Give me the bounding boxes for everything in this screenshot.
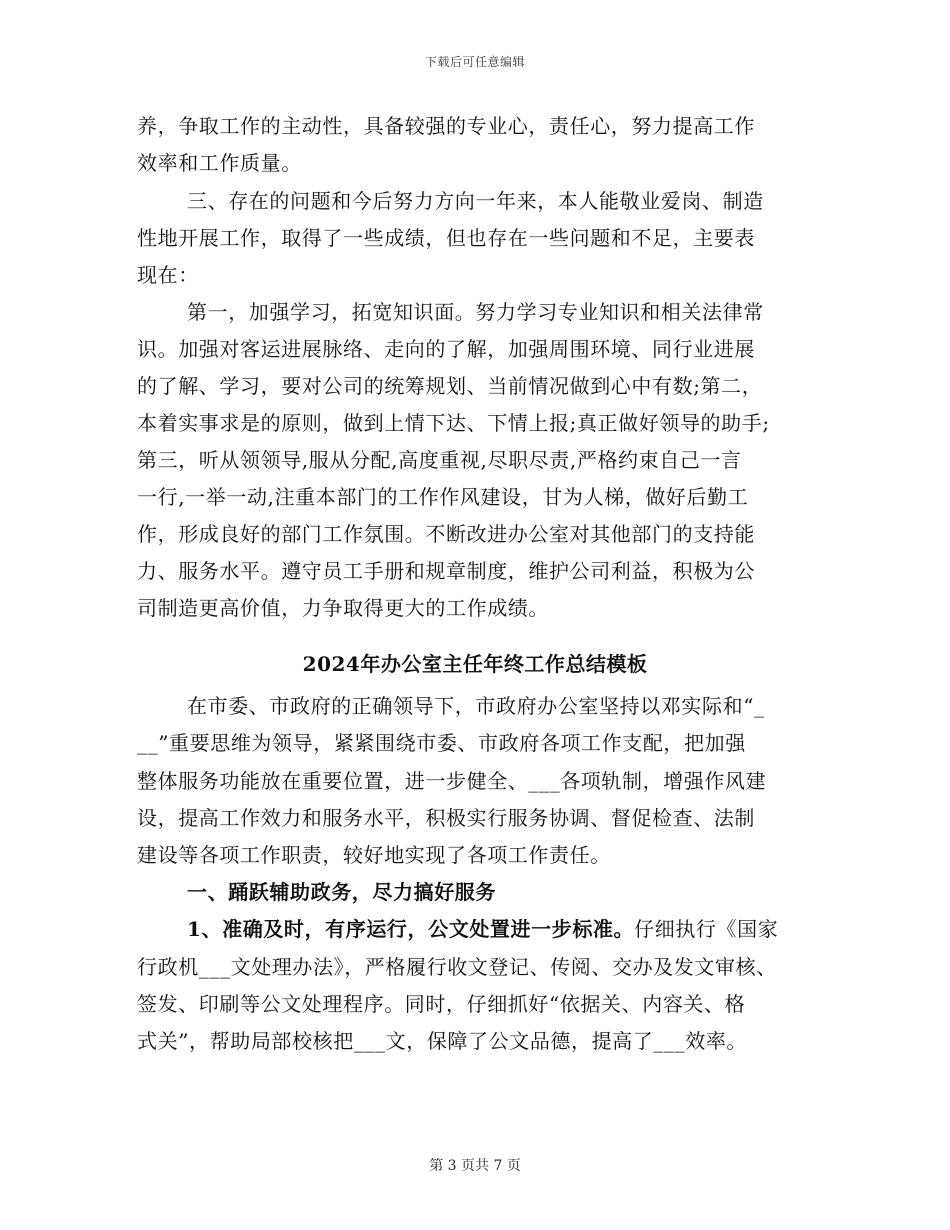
text-line — [187, 917, 778, 941]
text-line: 性地开展工作，取得了一些成绩，但也存在一些问题和不足，主要表 — [137, 226, 755, 250]
text-line: 行政机___文处理办法》，严格履行收文登记、传阅、交办及发文审核、 — [137, 955, 777, 979]
text-line: 司制造更高价值，力争取得更大的工作成绩。 — [137, 596, 549, 620]
text-line: 力、服务水平。遵守员工手册和规章制度，维护公司利益，积极为公 — [137, 559, 755, 583]
text-line: 三、存在的问题和今后努力方向一年来，本人能敬业爱岗、制造 — [187, 189, 764, 213]
text-line: 效率和工作质量。 — [137, 151, 302, 175]
text-line: 设，提高工作效力和服务水平，积极实行服务协调、督促检查、法制 — [137, 806, 755, 830]
text-line: 作，形成良好的部门工作氛围。不断改进办公室对其他部门的支持能 — [137, 522, 755, 546]
text-line: 本着实事求是的原则，做到上情下达、下情上报;真正做好领导的助手; — [137, 411, 770, 435]
text-line: __”重要思维为领导，紧紧围绕市委、市政府各项工作支配，把加强 — [137, 731, 746, 755]
page-header-note: 下载后可任意编辑 — [424, 55, 525, 69]
text-line: 第三，听从领领导,服从分配,高度重视,尽职尽责,严格约束自己一言 — [137, 448, 742, 472]
text-line: 现在： — [137, 263, 199, 287]
text-line: 识。加强对客运进展脉络、走向的了解，加强周围环境、同行业进展 — [137, 337, 755, 361]
text-line: 养，争取工作的主动性，具备较强的专业心，责任心，努力提高工作 — [137, 114, 755, 138]
text-line: 第一，加强学习，拓宽知识面。努力学习专业知识和相关法律常 — [187, 300, 764, 324]
section-heading: 一、踊跃辅助政务，尽力搞好服务 — [187, 880, 496, 904]
paragraph-lead: 1、准确及时，有序运行，公文处置进一步标准。 — [187, 917, 635, 941]
document-title: 2024年办公室主任年终工作总结模板 — [302, 652, 648, 676]
text-line: 式关”，帮助局部校核把___文，保障了公文品德，提高了___效率。 — [137, 1029, 748, 1053]
page-number: 第 3 页共 7 页 — [429, 1158, 521, 1174]
text-line: 建设等各项工作职责，较好地实现了各项工作责任。 — [137, 843, 611, 867]
text-line: 一行,一举一动,注重本部门的工作作风建设，甘为人梯，做好后勤工 — [137, 485, 749, 509]
text-line: 整体服务功能放在重要位置，进一步健全、___各项轨制，增强作风建 — [137, 769, 767, 793]
text-line: 签发、印刷等公文处理程序。同时，仔细抓好“依据关、内容关、格 — [137, 992, 746, 1016]
text-line: 的了解、学习，要对公司的统筹规划、当前情况做到心中有数;第二， — [137, 374, 763, 398]
text-line: 在市委、市政府的正确领导下，市政府办公室坚持以邓实际和“_ — [187, 694, 765, 718]
paragraph-text: 仔细执行《国家 — [634, 917, 779, 941]
